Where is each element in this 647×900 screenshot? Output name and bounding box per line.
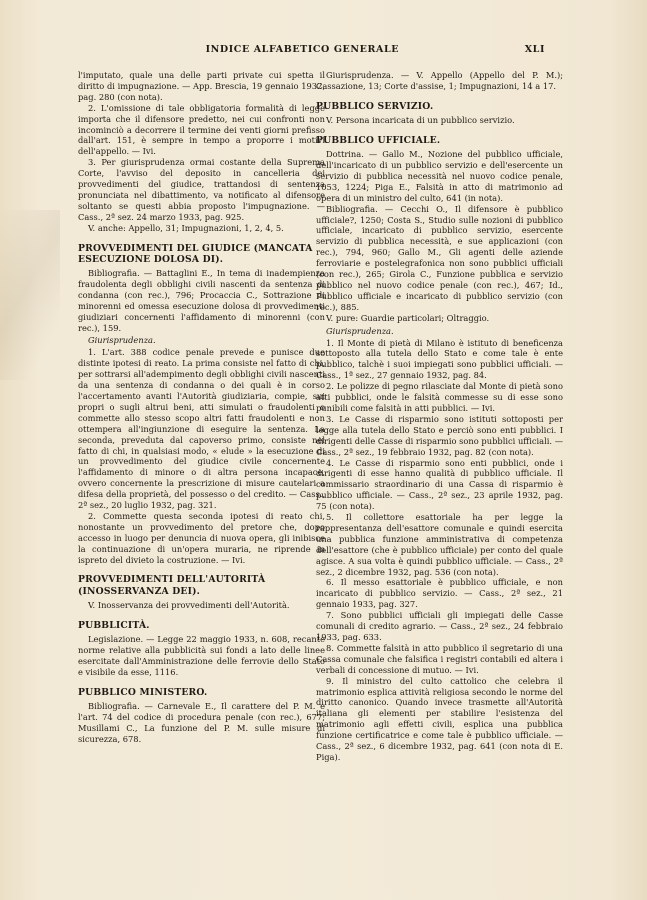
left-paragraph: V. Inosservanza dei provvedimenti dell'Autorità. — [88, 599, 290, 610]
right-paragraph: Bibliografia. — Cecchi O., Il difensore è pubblico ufficiale?, 1250; Costa S., Studio sulle nozioni di pubblico ufficiale, incaricato di pubblico servizio, esercente servizio di pubblica necessità, e sue applicazioni (con rec.), 794, 960; Gallo M., Gli agenti delle aziende ferroviarie e postelegrafonica non sono pubblici ufficiali (con rec.), 265; Girola C., Funzione pubblica e servizio pubblico nel nuovo codice penale (con rec.), 467; Id., Pubblico ufficiale e incaricato di pubblico servizio (con rec.), 885. — [316, 203, 563, 312]
left-paragraph: Bibliografia. — Carnevale E., Il carattere del P. M. e l'art. 74 del codice di procedura penale (con rec.), 677; Musillami C., La funzione del P. M. sulle misure di sicurezza, 678. — [78, 700, 325, 744]
left-paragraph: l'imputato, quale una delle parti private cui spetta il diritto di impugnazione. — App. Brescia, 19 gennaio 1932, pag. 280 (con nota). — [78, 70, 325, 102]
page-number: XLI — [524, 44, 545, 55]
right-paragraph: 7. Sono pubblici ufficiali gli impiegati delle Casse comunali di credito agrario. — Cass., 2ª sez., 24 febbraio 1933, pag. 633. — [316, 610, 563, 642]
right-paragraph: V. Persona incaricata di un pubblico servizio. — [326, 115, 515, 126]
right-paragraph: 5. Il collettore esattoriale ha per legge la rappresentanza dell'esattore comunale e quindi esercita una pubblica funzione amministrativa di competenza dell'esattore (che è pubblico ufficiale) per conto del quale agisce. A sua volta è quindi pubblico ufficiale. — Cass., 2ª sez., 2 dicembre 1932, pag. 536 (con nota). — [316, 512, 563, 577]
left-paragraph: 2. L'omissione di tale obbligatoria formalità di legge importa che il difensore predetto, nei cui confronti non incominciò a decorrere il termine dei venti giorni prefisso dall'art. 151, è sempre in tempo a proporre i motivi dell'appello. — Ivi. — [78, 102, 325, 157]
right-paragraph: Giurisprudenza. — V. Appello (Appello del P. M.); Cassazione, 13; Corte d'assise, 1; Impugnazioni, 14 a 17. — [316, 70, 563, 91]
right-subheading: Giurisprudenza. — [326, 325, 394, 336]
left-subheading: Giurisprudenza. — [88, 335, 156, 346]
left-paragraph: Bibliografia. — Battaglini E., In tema di inadempienza fraudolenta degli obblighi civili nascenti da sentenza di condanna (con rec.), 796; Procaccia C., Sottrazione di minorenni ed omessa esecuzione dolosa di provvedimenti giudiziari concernenti l'affidamento di minorenni (con rec.), 159. — [78, 268, 325, 333]
right-paragraph: 4. Le Casse di risparmio sono enti pubblici, onde i dirigenti di esse hanno qualità di pubblico ufficiale. Il commissario straordinario di una Cassa di risparmio è pubblico ufficiale. — Cass., 2ª sez., 23 aprile 1932, pag. 75 (con nota). — [316, 457, 563, 512]
right-paragraph: 8. Commette falsità in atto pubblico il segretario di una Cassa comunale che falsifica i registri contabili ed altera i verbali di concessione di mutuo. — Ivi. — [316, 642, 563, 675]
left-column — [78, 70, 325, 744]
paper-fold-shadow — [0, 210, 60, 380]
running-title: INDICE ALFABETICO GENERALE — [205, 44, 400, 55]
right-paragraph: V. pure: Guardie particolari; Oltraggio. — [326, 312, 490, 323]
left-heading: PUBBLICO MINISTERO. — [78, 686, 208, 698]
left-paragraph: 2. Commette questa seconda ipotesi di reato chi, nonostante un provvedimento del pretore che, dopo accesso in luogo per denuncia di nuova opera, gli inibisce la continuazione di un'opera muraria, ne riprende in ispreto del divieto la costruzione. — Ivi. — [78, 510, 325, 565]
right-heading: PUBBLICO SERVIZIO. — [316, 100, 434, 112]
right-paragraph: 2. Le polizze di pegno rilasciate dal Monte di pietà sono atti pubblici, onde le falsità commesse su di esse sono punibili come falsità in atti pubblici. — Ivi. — [316, 381, 563, 413]
left-paragraph: 3. Per giurisprudenza ormai costante della Suprema Corte, l'avviso del deposito in cancelleria dei provvedimenti del giudice, trattandosi di sentenza pronunciata nel dibattimento, va notificato al difensore soltanto se questi abbia proposto l'impugnazione. — Cass., 2ª sez. 24 marzo 1933, pag. 925. — [78, 157, 325, 222]
left-heading: PROVVEDIMENTI DELL'AUTORITÀ (INOSSERVANZA DEI). — [78, 574, 266, 597]
page-header — [80, 44, 545, 55]
left-heading: PROVVEDIMENTI DEL GIUDICE (MANCATA ESECUZIONE DOLOSA DI). — [78, 242, 313, 265]
left-heading: PUBBLICITÀ. — [78, 619, 150, 631]
right-paragraph: Dottrina. — Gallo M., Nozione del pubblico ufficiale, dell'incaricato di un pubblico servizio e dell'esercente un servizio di pubblica necessità nel nuovo codice penale, 1053, 1224; Piga E., Falsità in atto di matrimonio ad opera di un ministro del culto, 641 (in nota). — [316, 149, 563, 203]
right-paragraph: 9. Il ministro del culto cattolico che celebra il matrimonio esplica attività religiosa secondo le norme del diritto canonico. Quando invece trasmette all'Autorità italiana gli elementi per stabilire l'esistenza del matrimonio agli effetti civili, esplica una pubblica funzione certificatrice e come tale è pubblico ufficiale. — Cass., 2ª sez., 6 dicembre 1932, pag. 641 (con nota di E. Piga). — [316, 675, 563, 762]
left-paragraph: 1. L'art. 388 codice penale prevede e punisce due distinte ipotesi di reato. La prima consiste nel fatto di chi, per sottrarsi all'adempimento degli obblighi civili nascenti da una sentenza di condanna o dei quali è in corso l'accertamento avanti l'Autorità giudiziaria, compie, sui propri o sugli altrui beni, atti simulati o fraudolenti o commette allo stesso scopo altri fatti fraudolenti e non ottempera all'ingiunzione di eseguire la sentenza. La seconda, preveduta dal capoverso primo, consiste nel fatto di chi, in qualsiasi modo, « elude » la esecuzione di un provvedimento del giudice civile concernente l'affidamento di minore o di altra persona incapace, ovvero concernente la prescrizione di misure cautelari a difesa della proprietà, del possesso o del credito. — Cass., 2ª sez., 20 luglio 1932, pag. 321. — [78, 347, 325, 511]
right-paragraph: 3. Le Casse di risparmio sono istituti sottoposti per legge alla tutela dello Stato e perciò sono enti pubblici. I dirigenti delle Casse di risparmio sono pubblici ufficiali. — Cass., 2ª sez., 19 febbraio 1932, pag. 82 (con nota). — [316, 413, 563, 457]
right-paragraph: 6. Il messo esattoriale è pubblico ufficiale, e non incaricato di pubblico servizio. — Cass., 2ª sez., 21 gennaio 1933, pag. 327. — [316, 577, 563, 610]
left-paragraph: Legislazione. — Legge 22 maggio 1933, n. 608, recante norme relative alla pubblicità sui fondi a lato delle linee esercitate dall'Amministrazione delle ferrovie dello Stato e visibile da esse, 1116. — [78, 633, 325, 677]
left-paragraph: V. anche: Appello, 31; Impugnazioni, 1, 2, 4, 5. — [88, 222, 284, 233]
right-column — [316, 70, 563, 763]
right-heading: PUBBLICO UFFICIALE. — [316, 134, 441, 146]
right-paragraph: 1. Il Monte di pietà di Milano è istituto di beneficenza sottoposto alla tutela dello Stato e come tale è ente pubblico, talchè i suoi impiegati sono pubblici ufficiali. — Cass., 1ª sez., 27 gennaio 1932, pag. 84. — [316, 337, 563, 381]
